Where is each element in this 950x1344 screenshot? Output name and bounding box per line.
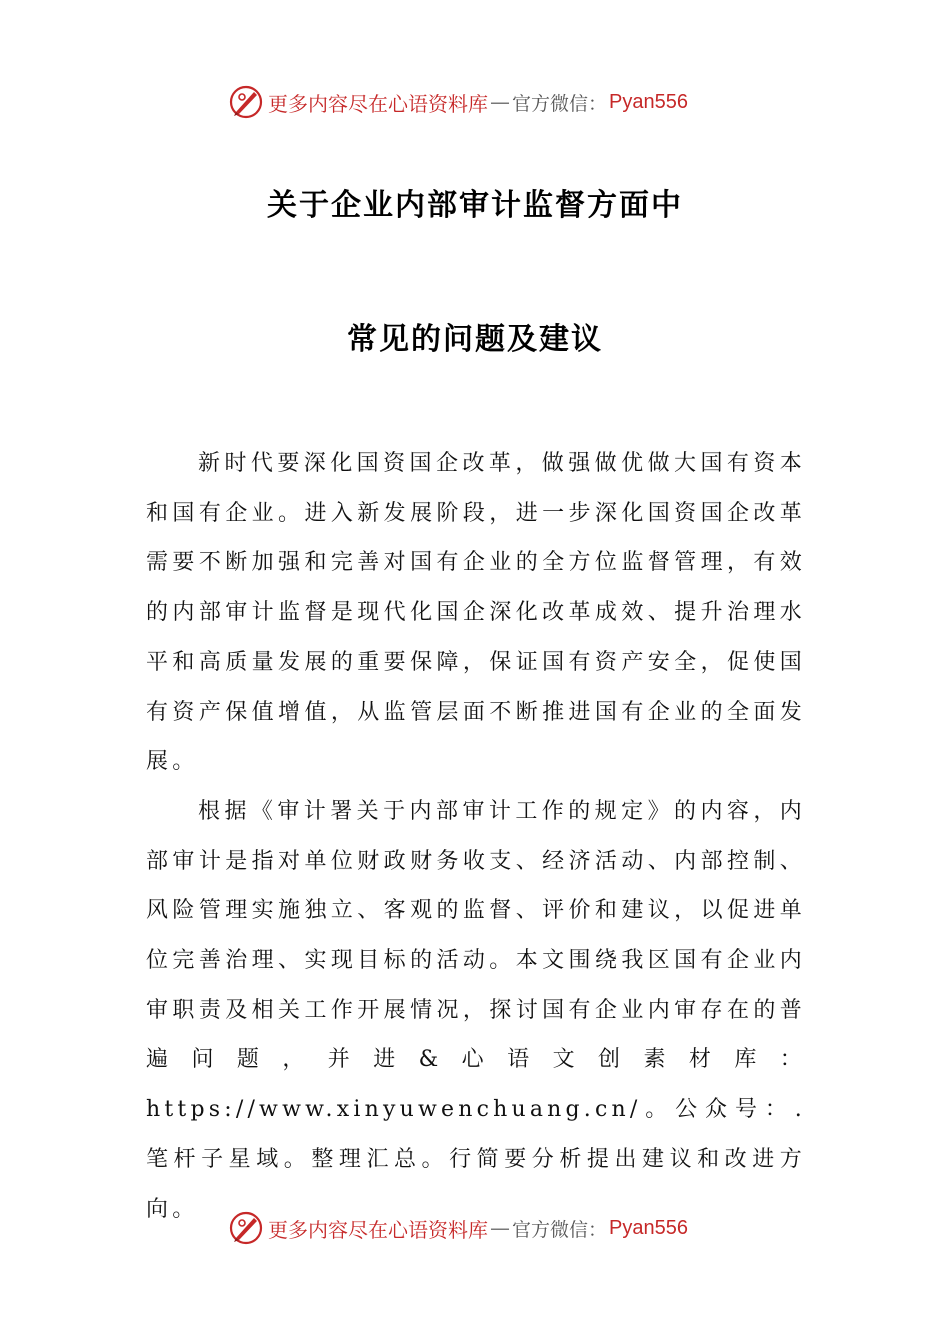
quill-pen-logo-icon xyxy=(228,84,264,120)
watermark-wechat-label: 官方微信： xyxy=(512,92,608,115)
document-body xyxy=(146,439,806,1234)
body-paragraph-2: 根据《审计署关于内部审计工作的规定》的内容，内部审计是指对单位财政财务收支、经济活动、内部控制、风险管理实施独立、客观的监督、评价和建议，以促进单位完善治理、实现目标的活动。本文围绕我区国有企业内审职责及相关工作开展情况，探讨国有企业内审存在的普遍问题，并进&心语文创素材库：https://www.xinyuwenchuang.cn/。公众号：.笔杆子星域。整理汇总。行简要分析提出建议和改进方向。 xyxy=(146,798,806,1222)
watermark-text: 更多内容尽在心语资料库 xyxy=(268,1217,488,1242)
document-title-line-1: 关于企业内部审计监督方面中 xyxy=(267,188,683,223)
document-title-line-2: 常见的问题及建议 xyxy=(347,322,603,357)
watermark-wechat-id: Pyan556 xyxy=(609,90,688,113)
watermark-wechat-id: Pyan556 xyxy=(609,1216,688,1239)
body-paragraph-1: 新时代要深化国资国企改革，做强做优做大国有资本和国有企业。进入新发展阶段，进一步深化国资国企改革需要不断加强和完善对国有企业的全方位监督管理，有效的内部审计监督是现代化国企深化改革成效、提升治理水平和高质量发展的重要保障，保证国有资产安全，促使国有资产保值增值，从监管层面不断推进国有企业的全面发展。 xyxy=(146,451,806,775)
watermark-wechat-label: 官方微信： xyxy=(512,1218,608,1241)
watermark-separator: — xyxy=(490,90,510,114)
footer-watermark xyxy=(228,1208,688,1248)
header-watermark xyxy=(228,82,688,122)
quill-pen-logo-icon xyxy=(228,1210,264,1246)
watermark-separator: — xyxy=(490,1216,510,1240)
watermark-text: 更多内容尽在心语资料库 xyxy=(268,91,488,116)
